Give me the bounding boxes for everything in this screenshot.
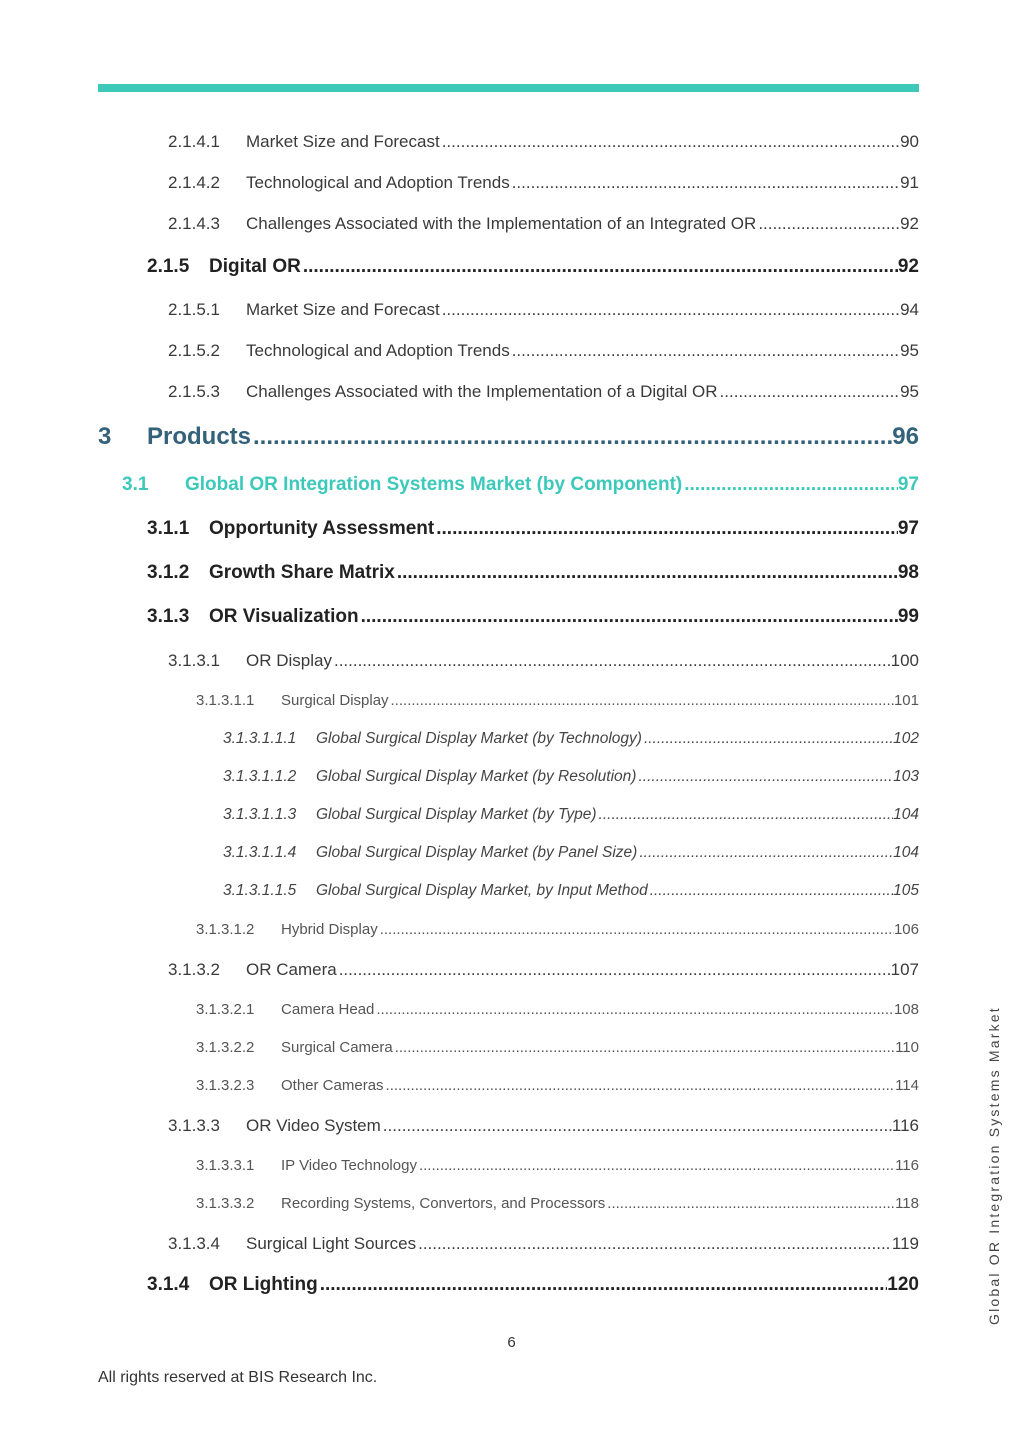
toc-leader-dots bbox=[251, 423, 892, 451]
toc-entry-page: 99 bbox=[897, 606, 919, 627]
toc-entry[interactable] bbox=[147, 518, 919, 540]
header-accent-bar bbox=[98, 84, 919, 92]
toc-leader-dots bbox=[605, 1195, 895, 1212]
toc-leader-dots bbox=[395, 562, 898, 584]
toc-entry-title: Technological and Adoption Trends bbox=[246, 173, 510, 192]
toc-entry-number: 3.1.3 bbox=[147, 606, 190, 627]
toc-entry-number: 3.1.2 bbox=[147, 562, 190, 583]
toc-entry-title: Surgical Camera bbox=[281, 1039, 393, 1056]
toc-entry[interactable] bbox=[168, 1116, 919, 1136]
toc-leader-dots bbox=[756, 214, 900, 234]
toc-entry-title: Camera Head bbox=[281, 1001, 375, 1018]
toc-entry-page: 97 bbox=[897, 474, 919, 495]
toc-entry[interactable] bbox=[196, 1195, 919, 1212]
toc-entry-number: 3.1.3.1.1.1 bbox=[223, 730, 297, 747]
side-report-title: Global OR Integration Systems Market bbox=[986, 1006, 1002, 1325]
toc-entry-page: 95 bbox=[900, 341, 919, 360]
toc-entry[interactable] bbox=[168, 960, 919, 980]
toc-entry-title: Market Size and Forecast bbox=[246, 132, 440, 151]
toc-entry-title: Global Surgical Display Market (by Panel Size) bbox=[316, 844, 638, 861]
toc-entry-page: 92 bbox=[897, 256, 919, 277]
toc-entry-title: Opportunity Assessment bbox=[209, 518, 435, 539]
toc-entry-title: Surgical Light Sources bbox=[246, 1234, 417, 1253]
toc-leader-dots bbox=[301, 256, 898, 278]
toc-leader-dots bbox=[417, 1157, 895, 1174]
toc-entry-number: 3.1.3.1.1 bbox=[196, 692, 255, 709]
toc-entry-page: 114 bbox=[895, 1077, 919, 1094]
toc-entry-page: 95 bbox=[900, 382, 919, 401]
toc-entry-title: Challenges Associated with the Implementation of an Integrated OR bbox=[246, 214, 757, 233]
toc-entry-page: 116 bbox=[891, 1116, 919, 1135]
toc-leader-dots bbox=[434, 518, 898, 540]
toc-entry-page: 110 bbox=[895, 1039, 919, 1056]
toc-entry-title: OR Video System bbox=[246, 1116, 381, 1135]
page-number: 6 bbox=[507, 1334, 516, 1351]
toc-leader-dots bbox=[378, 921, 894, 938]
toc-leader-dots bbox=[389, 692, 894, 709]
toc-entry[interactable] bbox=[223, 844, 919, 862]
toc-leader-dots bbox=[648, 882, 893, 900]
toc-entry-number: 3.1 bbox=[122, 474, 149, 495]
toc-entry[interactable] bbox=[147, 562, 919, 584]
toc-entry[interactable] bbox=[196, 1001, 919, 1018]
toc-entry-page: 105 bbox=[893, 882, 919, 899]
toc-entry-number: 3.1.3.2 bbox=[168, 960, 220, 979]
toc-entry-page: 98 bbox=[897, 562, 919, 583]
toc-entry[interactable] bbox=[168, 1234, 919, 1254]
toc-chapter-entry[interactable] bbox=[98, 423, 919, 451]
toc-entry-number: 3.1.3.2.3 bbox=[196, 1077, 255, 1094]
toc-entry-title: Surgical Display bbox=[281, 692, 389, 709]
toc-entry-title: Challenges Associated with the Implementation of a Digital OR bbox=[246, 382, 718, 401]
toc-entry[interactable] bbox=[223, 730, 919, 748]
toc-entry-number: 3 bbox=[98, 423, 112, 450]
toc-entry[interactable] bbox=[196, 1157, 919, 1174]
toc-entry-number: 3.1.3.3.1 bbox=[196, 1157, 255, 1174]
toc-entry-page: 102 bbox=[893, 730, 919, 747]
toc-entry[interactable] bbox=[168, 300, 919, 320]
toc-entry-page: 92 bbox=[900, 214, 919, 233]
toc-entry[interactable] bbox=[223, 882, 919, 900]
toc-entry-number: 3.1.3.1.1.2 bbox=[223, 768, 297, 785]
toc-entry-title: Other Cameras bbox=[281, 1077, 384, 1094]
toc-entry-page: 104 bbox=[893, 844, 919, 861]
toc-entry-page: 97 bbox=[897, 518, 919, 539]
toc-entry[interactable] bbox=[196, 921, 919, 938]
toc-leader-dots bbox=[384, 1077, 896, 1094]
toc-entry-page: 120 bbox=[887, 1274, 919, 1295]
toc-leader-dots bbox=[510, 341, 900, 361]
toc-entry[interactable] bbox=[168, 382, 919, 402]
toc-entry-number: 2.1.4.3 bbox=[168, 214, 220, 233]
toc-entry-page: 103 bbox=[893, 768, 919, 785]
toc-entry-number: 3.1.3.3.2 bbox=[196, 1195, 255, 1212]
toc-leader-dots bbox=[318, 1274, 888, 1296]
toc-entry-number: 2.1.5.1 bbox=[168, 300, 220, 319]
toc-entry-page: 90 bbox=[900, 132, 919, 151]
toc-entry-number: 2.1.4.1 bbox=[168, 132, 220, 151]
toc-entry-page: 118 bbox=[895, 1195, 919, 1212]
toc-leader-dots bbox=[393, 1039, 895, 1056]
toc-entry-title: Recording Systems, Convertors, and Processors bbox=[281, 1195, 606, 1212]
toc-entry-title: Global Surgical Display Market (by Type) bbox=[316, 806, 597, 823]
toc-entry-number: 3.1.3.3 bbox=[168, 1116, 220, 1135]
toc-entry-number: 3.1.3.1.2 bbox=[196, 921, 255, 938]
toc-entry-number: 2.1.5.2 bbox=[168, 341, 220, 360]
toc-entry[interactable] bbox=[147, 606, 919, 628]
toc-section-entry[interactable] bbox=[122, 474, 919, 496]
toc-entry[interactable] bbox=[196, 1077, 919, 1094]
toc-entry[interactable] bbox=[168, 651, 919, 671]
toc-entry-title: Global Surgical Display Market (by Technology) bbox=[316, 730, 642, 747]
toc-entry-number: 2.1.5.3 bbox=[168, 382, 220, 401]
toc-entry-title: Digital OR bbox=[209, 256, 301, 277]
toc-entry-number: 3.1.3.1.1.3 bbox=[223, 806, 297, 823]
toc-entry[interactable] bbox=[168, 214, 919, 234]
toc-leader-dots bbox=[440, 300, 900, 320]
toc-entry-title: Market Size and Forecast bbox=[246, 300, 440, 319]
toc-entry-number: 3.1.3.1.1.4 bbox=[223, 844, 297, 861]
toc-leader-dots bbox=[636, 768, 893, 786]
toc-leader-dots bbox=[374, 1001, 894, 1018]
toc-entry[interactable] bbox=[147, 1274, 919, 1296]
toc-entry[interactable] bbox=[223, 768, 919, 786]
toc-entry-number: 3.1.3.2.1 bbox=[196, 1001, 255, 1018]
toc-entry-title: Products bbox=[147, 423, 252, 450]
toc-entry[interactable] bbox=[168, 132, 919, 152]
toc-entry-page: 100 bbox=[890, 651, 919, 670]
toc-entry-title: Hybrid Display bbox=[281, 921, 378, 938]
toc-entry-page: 101 bbox=[893, 692, 919, 709]
toc-leader-dots bbox=[642, 730, 893, 748]
toc-leader-dots bbox=[682, 474, 898, 496]
toc-entry[interactable] bbox=[147, 256, 919, 278]
toc-entry[interactable] bbox=[196, 1039, 919, 1056]
toc-leader-dots bbox=[440, 132, 900, 152]
toc-entry-number: 3.1.4 bbox=[147, 1274, 190, 1295]
copyright-footer: All rights reserved at BIS Research Inc. bbox=[98, 1369, 378, 1386]
toc-leader-dots bbox=[718, 382, 901, 402]
toc-leader-dots bbox=[337, 960, 891, 980]
toc-entry-page: 107 bbox=[890, 960, 919, 979]
toc-entry-title: Growth Share Matrix bbox=[209, 562, 395, 583]
toc-entry-page: 116 bbox=[895, 1157, 919, 1174]
toc-entry-title: Global Surgical Display Market, by Input Method bbox=[316, 882, 648, 899]
toc-entry-page: 106 bbox=[893, 921, 919, 938]
toc-entry-title: Technological and Adoption Trends bbox=[246, 341, 510, 360]
toc-leader-dots bbox=[359, 606, 898, 628]
toc-entry-page: 94 bbox=[900, 300, 919, 319]
toc-leader-dots bbox=[637, 844, 893, 862]
toc-leader-dots bbox=[416, 1234, 892, 1254]
toc-entry-number: 3.1.3.4 bbox=[168, 1234, 220, 1253]
toc-entry-number: 3.1.1 bbox=[147, 518, 190, 539]
toc-entry-title: Global OR Integration Systems Market (by Component) bbox=[185, 474, 683, 495]
toc-leader-dots bbox=[510, 173, 900, 193]
toc-entry[interactable] bbox=[223, 806, 919, 824]
toc-entry-number: 3.1.3.1 bbox=[168, 651, 220, 670]
toc-entry-number: 2.1.4.2 bbox=[168, 173, 220, 192]
toc-entry-title: OR Visualization bbox=[209, 606, 359, 627]
toc-entry[interactable] bbox=[196, 692, 919, 709]
toc-entry-title: OR Display bbox=[246, 651, 332, 670]
toc-entry-title: IP Video Technology bbox=[281, 1157, 417, 1174]
toc-entry-title: OR Camera bbox=[246, 960, 337, 979]
toc-entry-number: 3.1.3.2.2 bbox=[196, 1039, 255, 1056]
toc-leader-dots bbox=[332, 651, 891, 671]
toc-entry[interactable] bbox=[168, 173, 919, 193]
toc-leader-dots bbox=[381, 1116, 892, 1136]
toc-entry-page: 104 bbox=[893, 806, 919, 823]
toc-entry-number: 3.1.3.1.1.5 bbox=[223, 882, 297, 899]
toc-entry-page: 91 bbox=[900, 173, 919, 192]
toc-leader-dots bbox=[597, 806, 894, 824]
toc-entry-title: Global Surgical Display Market (by Resolution) bbox=[316, 768, 637, 785]
toc-entry-page: 119 bbox=[891, 1234, 919, 1253]
toc-entry-title: OR Lighting bbox=[209, 1274, 318, 1295]
toc-entry-page: 96 bbox=[892, 423, 919, 450]
toc-entry-page: 108 bbox=[893, 1001, 919, 1018]
toc-entry-number: 2.1.5 bbox=[147, 256, 190, 277]
toc-entry[interactable] bbox=[168, 341, 919, 361]
